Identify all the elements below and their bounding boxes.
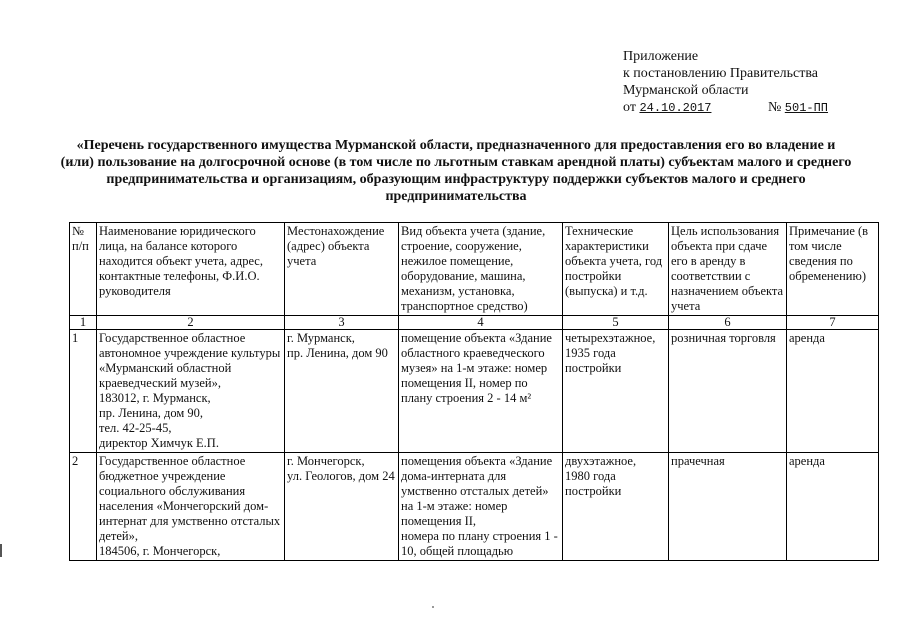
column-number: 1 (70, 316, 97, 330)
appendix-line-1: Приложение (623, 49, 699, 64)
table-row (70, 453, 879, 561)
property-table (69, 222, 879, 561)
scan-edge-mark (0, 544, 2, 557)
header-cell: Местонахождение (адрес) объекта учета (285, 223, 399, 316)
object-type-cell: помещение объекта «Здание областного краеведческого музея» на 1-м этаже: номер помещения II, номер по плану строения 2 - 14 м² (399, 330, 563, 453)
header-cell: Технические характеристики объекта учета, год постройки (выпуска) и т.д. (563, 223, 669, 316)
location-cell: г. Мурманск, пр. Ленина, дом 90 (285, 330, 399, 453)
header-cell: Примечание (в том числе сведения по обременению) (787, 223, 879, 316)
specs-cell: двухэтажное, 1980 года постройки (563, 453, 669, 561)
appendix-date-line (623, 99, 828, 117)
row-number: 2 (70, 453, 97, 561)
column-number-row (70, 316, 879, 330)
decree-number: 501-ПП (784, 101, 829, 115)
number-prefix: № (767, 100, 782, 115)
column-number: 3 (285, 316, 399, 330)
appendix-line-2: к постановлению Правительства (623, 66, 819, 81)
purpose-cell: розничная торговля (669, 330, 787, 453)
specs-cell: четырехэтажное, 1935 года постройки (563, 330, 669, 453)
column-number: 5 (563, 316, 669, 330)
holder-cell: Государственное областное бюджетное учреждение социального обслуживания населения «Мончегорский дом-интернат для умственно отсталых детей», 184506, г. Мончегорск, (97, 453, 285, 561)
column-number: 6 (669, 316, 787, 330)
column-number: 4 (399, 316, 563, 330)
table-row (70, 330, 879, 453)
column-number: 2 (97, 316, 285, 330)
appendix-line-3: Мурманской области (623, 83, 749, 98)
row-number: 1 (70, 330, 97, 453)
decree-date: 24.10.2017 (639, 101, 712, 115)
date-prefix: от (623, 100, 636, 115)
header-cell: Вид объекта учета (здание, строение, сооружение, нежилое помещение, оборудование, машина, механизм, установка, транспортное средство) (399, 223, 563, 316)
header-cell: Цель использования объекта при сдаче его в аренду в соответствии с назначением объекта учета (669, 223, 787, 316)
scan-speck (432, 606, 434, 608)
note-cell: аренда (787, 453, 879, 561)
appendix-header (623, 48, 828, 117)
table-header-row (70, 223, 879, 316)
location-cell: г. Мончегорск, ул. Геологов, дом 24 (285, 453, 399, 561)
holder-cell: Государственное областное автономное учреждение культуры «Мурманский областной краеведческий музей», 183012, г. Мурманск, пр. Ленина, дом 90, тел. 42-25-45, директор Химчук Е.П. (97, 330, 285, 453)
header-cell: Наименование юридического лица, на балансе которого находится объект учета, адрес, контактные телефоны, Ф.И.О. руководителя (97, 223, 285, 316)
note-cell: аренда (787, 330, 879, 453)
purpose-cell: прачечная (669, 453, 787, 561)
document-title: «Перечень государственного имущества Мурманской области, предназначенного для предоставления его во владение и (или) пользование на долгосрочной основе (в том числе по льготным ставкам арендной платы) субъектам малого и среднего предпринимательства и организациям, образующим инфраструктуру поддержки субъектов малого и среднего предпринимательства (60, 138, 852, 204)
header-cell: № п/п (70, 223, 97, 316)
object-type-cell: помещения объекта «Здание дома-интерната для умственно отсталых детей» на 1-м этаже: номер помещения II, номера по плану строения 1 - 10, общей площадью (399, 453, 563, 561)
column-number: 7 (787, 316, 879, 330)
